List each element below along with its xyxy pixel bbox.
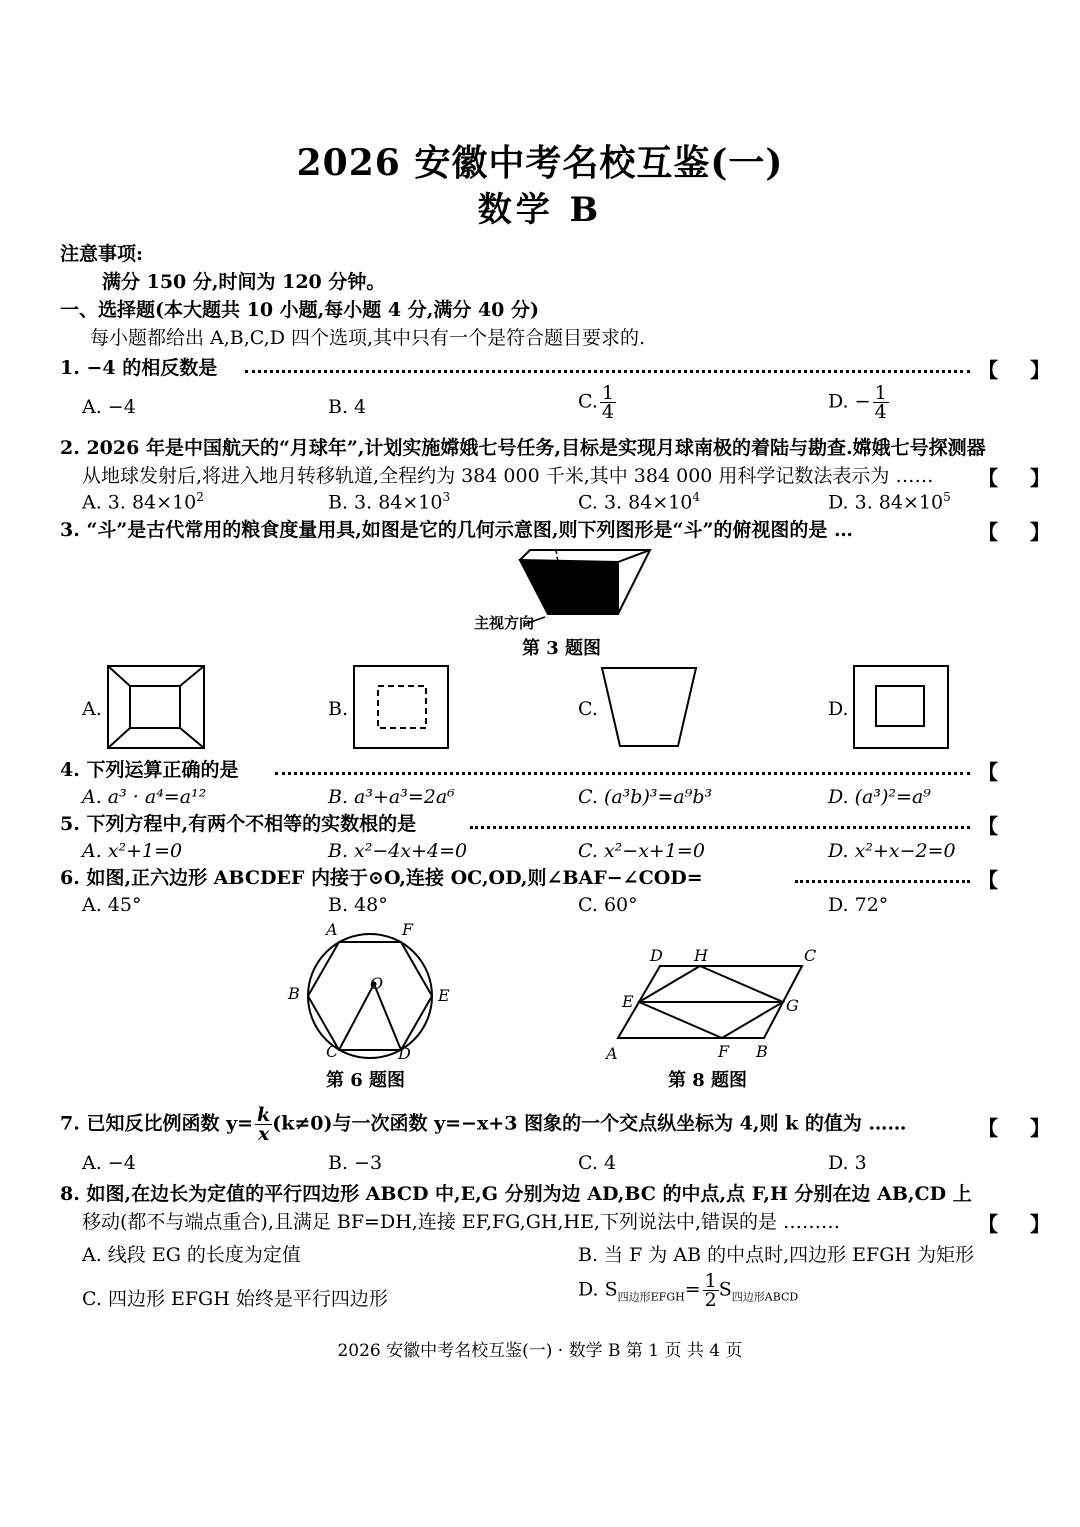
q8-line1: 8. 如图,在边长为定值的平行四边形 ABCD 中,E,G 分别为边 AD,BC 的中点,点 F,H 分别在边 AB,CD 上 — [60, 1183, 972, 1205]
q4-stem: 4. 下列运算正确的是 — [60, 759, 239, 781]
point-label-c: C — [326, 1042, 339, 1061]
point-label-c: C — [804, 946, 817, 965]
point-label-a: A — [326, 920, 338, 939]
section1-instruction: 每小题都给出 A,B,C,D 四个选项,其中只有一个是符合题目要求的. — [90, 327, 646, 349]
answer-bracket-close: 】 — [1030, 358, 1050, 382]
answer-bracket-close: 】 — [1030, 466, 1050, 490]
q2-line1: 2. 2026 年是中国航天的“月球年”,计划实施嫦娥七号任务,目标是实现月球南极的着陆与勘查.嫦娥七号探测器 — [60, 437, 986, 459]
q4-option-c: C. (a³b)³=a⁹b³ — [578, 786, 713, 808]
q6-option-a: A. 45° — [82, 894, 142, 916]
q4-option-b: B. a³+a³=2a⁶ — [328, 786, 455, 808]
q2-option-b: B. 3. $84\times 10^3$ — [328, 490, 451, 514]
exam-subject: 数学 B — [477, 190, 603, 230]
notes-heading: 注意事项: — [60, 243, 144, 265]
q1-option-c: C. $\frac{1}{4}$ — [578, 382, 614, 423]
q4-option-d: D. (a³)²=a⁹ — [828, 786, 931, 808]
exam-title: 2026 安徽中考名校互鉴(一) — [296, 142, 784, 184]
point-label-d: D — [398, 1044, 411, 1063]
point-label-e: E — [438, 986, 450, 1005]
point-label-h: H — [694, 946, 708, 965]
answer-bracket-open: 【 — [978, 868, 998, 892]
point-label-b: B — [756, 1042, 768, 1061]
q6-option-d: D. 72° — [828, 894, 889, 916]
answer-bracket-close: 】 — [1030, 1212, 1050, 1236]
q8-option-c: C. 四边形 EFGH 始终是平行四边形 — [82, 1288, 388, 1310]
q6-option-c: C. 60° — [578, 894, 638, 916]
answer-bracket-open: 【 — [978, 760, 998, 784]
q5-option-c: C. x²−x+1=0 — [578, 840, 705, 862]
q8-line2: 移动(都不与端点重合),且满足 BF=DH,连接 EF,FG,GH,HE,下列说法中,错误的是 ……… — [82, 1211, 841, 1233]
q2-option-c: C. 3. $84\times 10^4$ — [578, 490, 701, 514]
leader-dots — [795, 880, 970, 883]
q3-option-a: A. — [82, 698, 102, 720]
answer-bracket-open: 【 — [978, 520, 998, 544]
section1-heading: 一、选择题(本大题共 10 小题,每小题 4 分,满分 40 分) — [60, 299, 539, 321]
q3-option-b-figure — [352, 664, 450, 750]
point-label-d: D — [650, 946, 663, 965]
q4-option-a: A. a³ · a⁴=a¹² — [82, 786, 207, 808]
q8-option-b: B. 当 F 为 AB 的中点时,四边形 EFGH 为矩形 — [578, 1244, 974, 1266]
q3-option-d: D. — [828, 698, 849, 720]
leader-dots — [275, 772, 970, 775]
q5-option-b: B. x²−4x+4=0 — [328, 840, 468, 862]
view-direction-label: 主视方向 — [474, 614, 535, 632]
answer-bracket-open: 【 — [978, 814, 998, 838]
answer-bracket-open: 【 — [978, 1212, 998, 1236]
point-label-b: B — [288, 984, 300, 1003]
leader-dots — [470, 826, 970, 829]
notes-line: 满分 150 分,时间为 120 分钟。 — [102, 271, 386, 293]
q3-option-c: C. — [578, 698, 598, 720]
page-footer: 2026 安徽中考名校互鉴(一) · 数学 B 第 1 页 共 4 页 — [337, 1341, 743, 1361]
q7-stem: 7. 已知反比例函数 y= $\frac{k}{x}$ (k≠0)与一次函数 y=−x+3 图象的一个交点纵坐标为 4,则 k 的值为 …… — [60, 1104, 907, 1145]
q2-line2: 从地球发射后,将进入地月转移轨道,全程约为 384 000 千米,其中 384 000 用科学记数法表示为 …… — [82, 465, 934, 487]
leader-dots — [245, 370, 970, 373]
q8-figure-caption: 第 8 题图 — [668, 1070, 748, 1091]
q5-option-d: D. x²+x−2=0 — [828, 840, 956, 862]
q8-option-a: A. 线段 EG 的长度为定值 — [82, 1244, 301, 1266]
q3-stem: 3. “斗”是古代常用的粮食度量用具,如图是它的几何示意图,则下列图形是“斗”的俯视图的是 … — [60, 519, 854, 541]
q6-option-b: B. 48° — [328, 894, 388, 916]
q1-option-d: D. − $\frac{1}{4}$ — [828, 382, 887, 423]
q3-option-c-figure — [600, 664, 700, 750]
point-label-a: A — [606, 1044, 618, 1063]
q7-option-a: A. −4 — [82, 1152, 136, 1174]
q8-option-d: D. $S_{四边形EFGH}=$ $\frac{1}{2}$ $S_{四边形ABCD}$ — [578, 1270, 799, 1311]
q1-stem: 1. −4 的相反数是 — [60, 357, 218, 379]
answer-bracket-open: 【 — [978, 1116, 998, 1140]
q3-option-d-figure — [852, 664, 950, 750]
answer-bracket-open: 【 — [978, 358, 998, 382]
answer-bracket-close: 】 — [1030, 520, 1050, 544]
q7-option-d: D. 3 — [828, 1152, 867, 1174]
q5-option-a: A. x²+1=0 — [82, 840, 183, 862]
point-label-f: F — [718, 1042, 730, 1061]
q2-option-a: A. 3. $84\times 10^2$ — [82, 490, 204, 514]
answer-bracket-open: 【 — [978, 466, 998, 490]
point-label-g: G — [786, 996, 799, 1015]
q7-option-b: B. −3 — [328, 1152, 383, 1174]
point-label-f: F — [402, 920, 414, 939]
q3-option-a-figure — [106, 664, 206, 750]
answer-bracket-close: 】 — [1030, 1116, 1050, 1140]
q6-figure-caption: 第 6 题图 — [326, 1070, 406, 1091]
point-label-e: E — [622, 992, 634, 1011]
q5-stem: 5. 下列方程中,有两个不相等的实数根的是 — [60, 813, 417, 835]
q7-option-c: C. 4 — [578, 1152, 617, 1174]
q2-option-d: D. 3. $84\times 10^5$ — [828, 490, 951, 514]
q1-option-b: B. 4 — [328, 396, 367, 418]
q3-option-b: B. — [328, 698, 349, 720]
q3-figure-caption: 第 3 题图 — [522, 638, 602, 659]
q6-stem: 6. 如图,正六边形 ABCDEF 内接于⊙O,连接 OC,OD,则∠BAF−∠COD= — [60, 867, 703, 889]
q1-option-a: A. −4 — [82, 396, 136, 418]
point-label-o: O — [370, 974, 384, 993]
hexagon-figure — [296, 924, 456, 1064]
